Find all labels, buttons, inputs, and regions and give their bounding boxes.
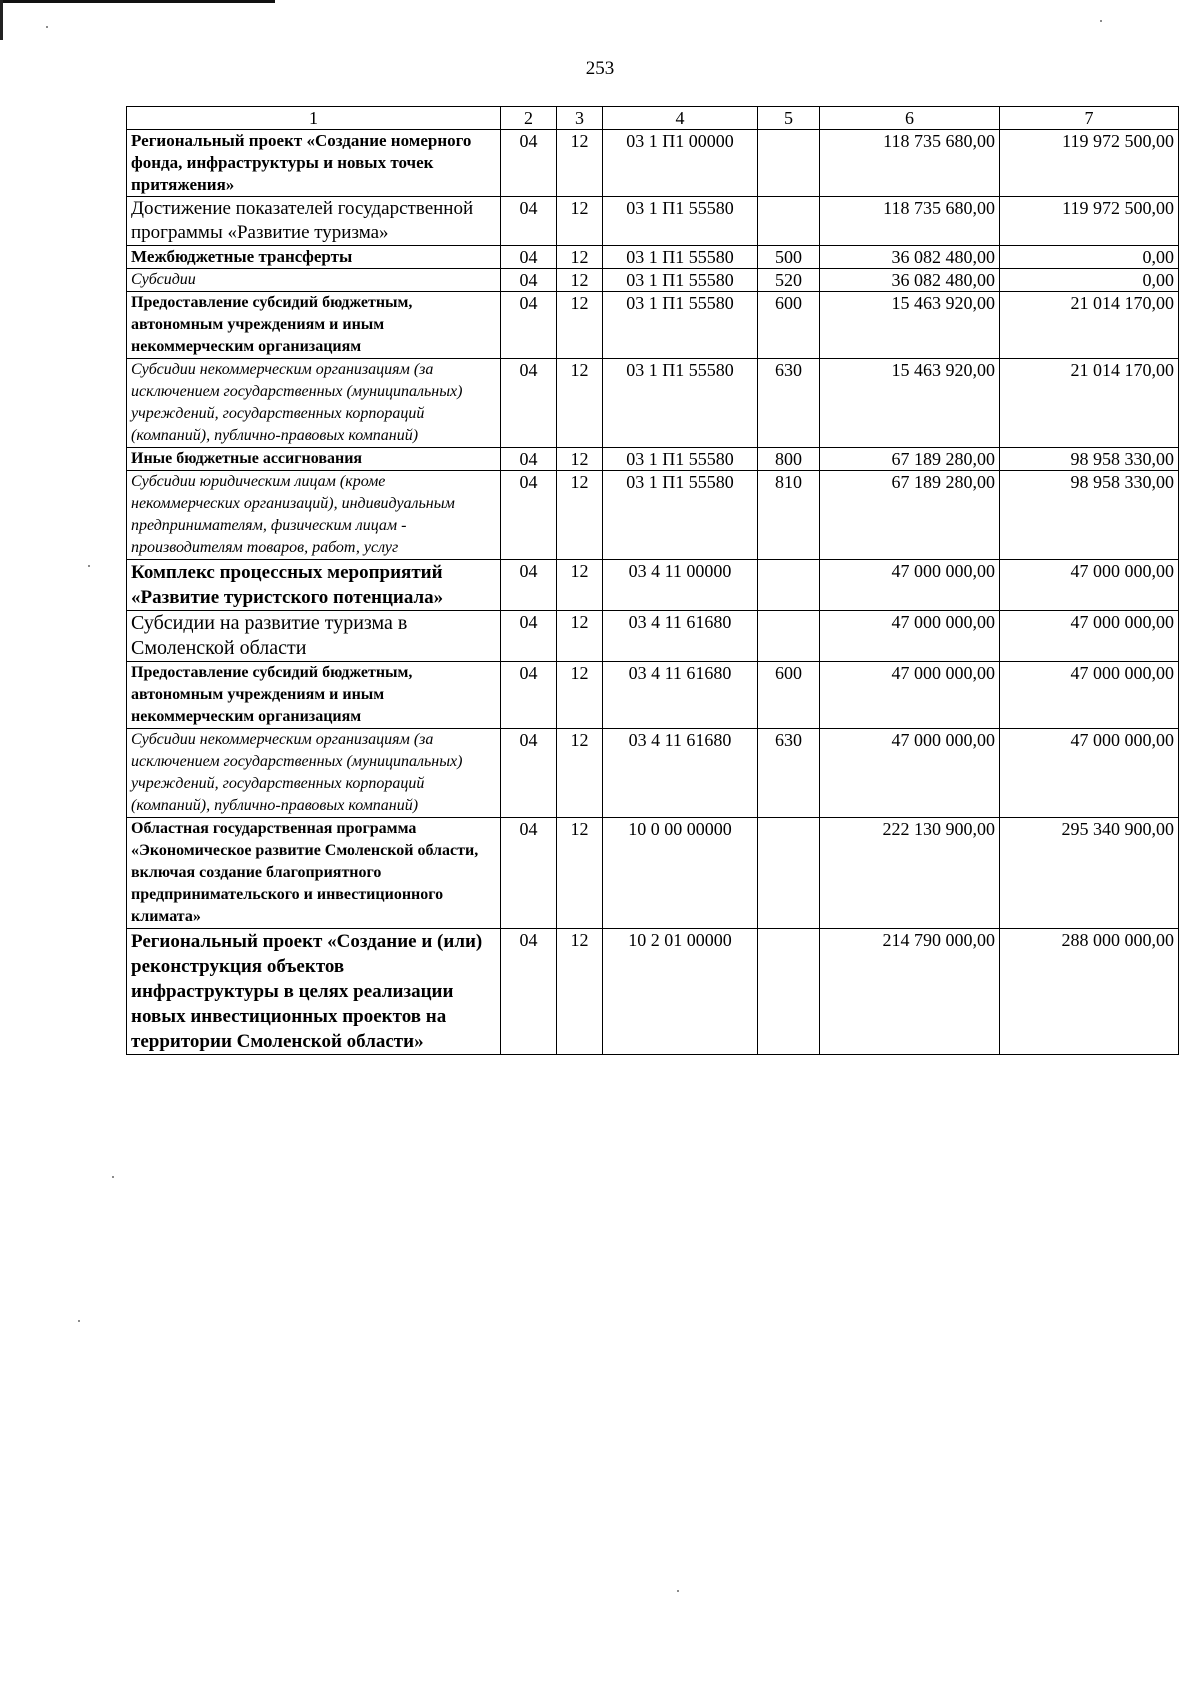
cell-amount-year-2: 21 014 170,00: [1000, 359, 1179, 448]
cell-expense-type: [758, 197, 820, 246]
cell-subsection: 12: [557, 246, 603, 269]
cell-expense-type: [758, 929, 820, 1055]
row-name: Предоставление субсидий бюджетным, автономным учреждениям и иным некоммерческим организациям: [127, 662, 501, 729]
row-name: Региональный проект «Создание номерного фонда, инфраструктуры и новых точек притяжения»: [127, 130, 501, 197]
cell-amount-year-1: 47 000 000,00: [820, 729, 1000, 818]
table-row: [127, 662, 1179, 729]
cell-section: 04: [501, 292, 557, 359]
cell-amount-year-2: 98 958 330,00: [1000, 448, 1179, 471]
cell-expense-type: [758, 611, 820, 662]
cell-target-code: 03 4 11 61680: [603, 662, 758, 729]
row-name: Предоставление субсидий бюджетным, автономным учреждениям и иным некоммерческим организациям: [127, 292, 501, 359]
cell-target-code: 03 1 П1 55580: [603, 197, 758, 246]
cell-expense-type: 520: [758, 269, 820, 292]
cell-amount-year-2: 98 958 330,00: [1000, 471, 1179, 560]
cell-subsection: 12: [557, 471, 603, 560]
scan-speck: [46, 26, 48, 28]
cell-amount-year-2: 288 000 000,00: [1000, 929, 1179, 1055]
cell-expense-type: 630: [758, 359, 820, 448]
scan-speck: [677, 1590, 679, 1592]
scan-speck: [78, 1320, 80, 1322]
row-name: Субсидии: [127, 269, 501, 292]
row-name: Региональный проект «Создание и (или) реконструкция объектов инфраструктуры в целях реализации новых инвестиционных проектов на территории Смоленской области»: [127, 929, 501, 1055]
cell-subsection: 12: [557, 818, 603, 929]
cell-section: 04: [501, 246, 557, 269]
cell-amount-year-2: 0,00: [1000, 269, 1179, 292]
cell-amount-year-2: 119 972 500,00: [1000, 197, 1179, 246]
row-name: Иные бюджетные ассигнования: [127, 448, 501, 471]
cell-section: 04: [501, 471, 557, 560]
cell-expense-type: 600: [758, 292, 820, 359]
table-row: [127, 818, 1179, 929]
cell-amount-year-1: 36 082 480,00: [820, 246, 1000, 269]
row-name: Субсидии на развитие туризма в Смоленской области: [127, 611, 501, 662]
table-row: [127, 246, 1179, 269]
cell-expense-type: 810: [758, 471, 820, 560]
cell-target-code: 10 2 01 00000: [603, 929, 758, 1055]
cell-subsection: 12: [557, 197, 603, 246]
cell-amount-year-1: 36 082 480,00: [820, 269, 1000, 292]
cell-subsection: 12: [557, 662, 603, 729]
scan-speck: [112, 1176, 114, 1178]
column-header: 6: [820, 107, 1000, 130]
column-header: 1: [127, 107, 501, 130]
cell-section: 04: [501, 560, 557, 611]
table-row: [127, 929, 1179, 1055]
column-header: 3: [557, 107, 603, 130]
cell-amount-year-1: 47 000 000,00: [820, 662, 1000, 729]
cell-subsection: 12: [557, 611, 603, 662]
scan-edge-top: [0, 0, 275, 3]
cell-target-code: 03 4 11 61680: [603, 729, 758, 818]
cell-amount-year-1: 67 189 280,00: [820, 448, 1000, 471]
cell-amount-year-2: 295 340 900,00: [1000, 818, 1179, 929]
cell-section: 04: [501, 611, 557, 662]
table-row: [127, 611, 1179, 662]
cell-expense-type: 800: [758, 448, 820, 471]
cell-subsection: 12: [557, 448, 603, 471]
cell-amount-year-1: 118 735 680,00: [820, 197, 1000, 246]
cell-amount-year-1: 15 463 920,00: [820, 359, 1000, 448]
cell-section: 04: [501, 197, 557, 246]
cell-target-code: 10 0 00 00000: [603, 818, 758, 929]
cell-expense-type: 630: [758, 729, 820, 818]
table-row: [127, 269, 1179, 292]
cell-section: 04: [501, 359, 557, 448]
cell-target-code: 03 1 П1 55580: [603, 359, 758, 448]
row-name: Достижение показателей государственной программы «Развитие туризма»: [127, 197, 501, 246]
cell-amount-year-2: 47 000 000,00: [1000, 560, 1179, 611]
cell-subsection: 12: [557, 130, 603, 197]
cell-section: 04: [501, 448, 557, 471]
cell-amount-year-1: 222 130 900,00: [820, 818, 1000, 929]
scan-speck: [1100, 20, 1102, 22]
cell-target-code: 03 4 11 00000: [603, 560, 758, 611]
table-row: [127, 197, 1179, 246]
table-row: [127, 560, 1179, 611]
cell-amount-year-1: 47 000 000,00: [820, 611, 1000, 662]
column-header: 4: [603, 107, 758, 130]
cell-amount-year-2: 47 000 000,00: [1000, 611, 1179, 662]
cell-amount-year-1: 47 000 000,00: [820, 560, 1000, 611]
cell-amount-year-1: 67 189 280,00: [820, 471, 1000, 560]
cell-subsection: 12: [557, 269, 603, 292]
cell-target-code: 03 1 П1 55580: [603, 471, 758, 560]
cell-section: 04: [501, 662, 557, 729]
row-name: Субсидии юридическим лицам (кроме некоммерческих организаций), индивидуальным предпринимателям, физическим лицам - производителям товаров, работ, услуг: [127, 471, 501, 560]
row-name: Межбюджетные трансферты: [127, 246, 501, 269]
cell-target-code: 03 1 П1 00000: [603, 130, 758, 197]
cell-expense-type: [758, 130, 820, 197]
table-row: [127, 448, 1179, 471]
scan-edge-left: [0, 0, 3, 40]
column-header: 2: [501, 107, 557, 130]
row-name: Областная государственная программа «Экономическое развитие Смоленской области, включая создание благоприятного предпринимательского и инвестиционного климата»: [127, 818, 501, 929]
cell-subsection: 12: [557, 292, 603, 359]
cell-amount-year-2: 47 000 000,00: [1000, 662, 1179, 729]
column-header: 7: [1000, 107, 1179, 130]
cell-target-code: 03 1 П1 55580: [603, 246, 758, 269]
cell-amount-year-2: 119 972 500,00: [1000, 130, 1179, 197]
cell-expense-type: 500: [758, 246, 820, 269]
table-row: [127, 729, 1179, 818]
cell-target-code: 03 4 11 61680: [603, 611, 758, 662]
cell-section: 04: [501, 818, 557, 929]
page-number: 253: [585, 58, 615, 79]
table-row: [127, 359, 1179, 448]
scan-speck: [88, 565, 90, 567]
cell-subsection: 12: [557, 560, 603, 611]
cell-section: 04: [501, 929, 557, 1055]
cell-expense-type: [758, 818, 820, 929]
table-row: [127, 471, 1179, 560]
cell-amount-year-1: 214 790 000,00: [820, 929, 1000, 1055]
budget-table: [126, 106, 1179, 1055]
cell-amount-year-2: 21 014 170,00: [1000, 292, 1179, 359]
table-row: [127, 130, 1179, 197]
cell-target-code: 03 1 П1 55580: [603, 269, 758, 292]
cell-amount-year-2: 0,00: [1000, 246, 1179, 269]
cell-amount-year-1: 15 463 920,00: [820, 292, 1000, 359]
row-name: Субсидии некоммерческим организациям (за исключением государственных (муниципальных) учреждений, государственных корпораций (компаний), публично-правовых компаний): [127, 729, 501, 818]
cell-expense-type: [758, 560, 820, 611]
cell-target-code: 03 1 П1 55580: [603, 448, 758, 471]
cell-expense-type: 600: [758, 662, 820, 729]
cell-subsection: 12: [557, 929, 603, 1055]
cell-target-code: 03 1 П1 55580: [603, 292, 758, 359]
column-header: 5: [758, 107, 820, 130]
cell-amount-year-2: 47 000 000,00: [1000, 729, 1179, 818]
cell-amount-year-1: 118 735 680,00: [820, 130, 1000, 197]
cell-section: 04: [501, 130, 557, 197]
table-body: [127, 130, 1179, 1055]
cell-section: 04: [501, 729, 557, 818]
table-header-row: [127, 107, 1179, 130]
table-row: [127, 292, 1179, 359]
cell-subsection: 12: [557, 359, 603, 448]
cell-subsection: 12: [557, 729, 603, 818]
cell-section: 04: [501, 269, 557, 292]
row-name: Комплекс процессных мероприятий «Развитие туристского потенциала»: [127, 560, 501, 611]
row-name: Субсидии некоммерческим организациям (за исключением государственных (муниципальных) учреждений, государственных корпораций (компаний), публично-правовых компаний): [127, 359, 501, 448]
